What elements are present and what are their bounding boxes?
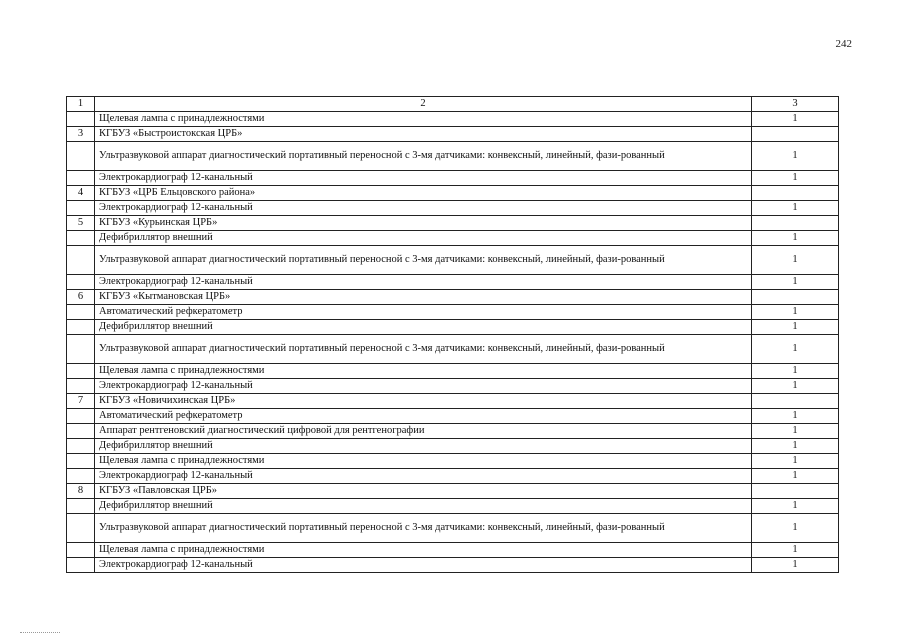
row-description: Электрокардиограф 12-канальный xyxy=(95,171,752,186)
equipment-table xyxy=(66,96,839,573)
table-row xyxy=(67,335,839,364)
table-row xyxy=(67,469,839,484)
row-description: Ультразвуковой аппарат диагностический портативный переносной с 3-мя датчиками: конвексный, линейный, фази-рованный xyxy=(95,142,752,171)
row-number xyxy=(67,379,95,394)
row-number xyxy=(67,275,95,290)
row-quantity: 1 xyxy=(752,171,839,186)
row-description: Ультразвуковой аппарат диагностический портативный переносной с 3-мя датчиками: конвексный, линейный, фази-рованный xyxy=(95,335,752,364)
table-row xyxy=(67,514,839,543)
row-number xyxy=(67,201,95,216)
row-number xyxy=(67,499,95,514)
table-row xyxy=(67,409,839,424)
row-number xyxy=(67,142,95,171)
row-description: КГБУЗ «Кытмановская ЦРБ» xyxy=(95,290,752,305)
table-row xyxy=(67,454,839,469)
row-quantity: 1 xyxy=(752,364,839,379)
table-row xyxy=(67,558,839,573)
row-description: Электрокардиограф 12-канальный xyxy=(95,469,752,484)
row-quantity: 1 xyxy=(752,558,839,573)
row-description: Дефибриллятор внешний xyxy=(95,231,752,246)
row-quantity xyxy=(752,216,839,231)
table-row-organization xyxy=(67,290,839,305)
header-col-3: 3 xyxy=(752,97,839,112)
row-number xyxy=(67,558,95,573)
row-description: КГБУЗ «Курьинская ЦРБ» xyxy=(95,216,752,231)
table-header-row xyxy=(67,97,839,112)
table-row-organization xyxy=(67,186,839,201)
row-description: Щелевая лампа с принадлежностями xyxy=(95,364,752,379)
row-description: Автоматический рефкератометр xyxy=(95,409,752,424)
row-number: 8 xyxy=(67,484,95,499)
row-quantity: 1 xyxy=(752,424,839,439)
row-description: Щелевая лампа с принадлежностями xyxy=(95,112,752,127)
header-col-2: 2 xyxy=(95,97,752,112)
row-quantity: 1 xyxy=(752,409,839,424)
row-number: 7 xyxy=(67,394,95,409)
table-row xyxy=(67,305,839,320)
scan-artifact xyxy=(20,632,60,635)
table-row xyxy=(67,499,839,514)
row-number xyxy=(67,424,95,439)
table-row xyxy=(67,231,839,246)
row-quantity: 1 xyxy=(752,201,839,216)
row-number xyxy=(67,514,95,543)
header-col-1: 1 xyxy=(67,97,95,112)
table-row xyxy=(67,424,839,439)
row-description: Ультразвуковой аппарат диагностический портативный переносной с 3-мя датчиками: конвексный, линейный, фази-рованный xyxy=(95,514,752,543)
row-quantity xyxy=(752,394,839,409)
row-quantity: 1 xyxy=(752,305,839,320)
row-description: Дефибриллятор внешний xyxy=(95,439,752,454)
row-number xyxy=(67,231,95,246)
table-row xyxy=(67,275,839,290)
row-description: Ультразвуковой аппарат диагностический портативный переносной с 3-мя датчиками: конвексный, линейный, фази-рованный xyxy=(95,246,752,275)
table-row xyxy=(67,379,839,394)
row-quantity: 1 xyxy=(752,275,839,290)
row-number xyxy=(67,409,95,424)
row-description: Электрокардиограф 12-канальный xyxy=(95,379,752,394)
row-description: Электрокардиограф 12-канальный xyxy=(95,558,752,573)
table-body xyxy=(67,97,839,573)
row-quantity: 1 xyxy=(752,499,839,514)
row-quantity: 1 xyxy=(752,320,839,335)
row-quantity: 1 xyxy=(752,335,839,364)
row-number xyxy=(67,112,95,127)
row-description: Щелевая лампа с принадлежностями xyxy=(95,454,752,469)
row-quantity xyxy=(752,484,839,499)
row-description: Электрокардиограф 12-канальный xyxy=(95,201,752,216)
row-description: КГБУЗ «Павловская ЦРБ» xyxy=(95,484,752,499)
table-row xyxy=(67,246,839,275)
row-number: 5 xyxy=(67,216,95,231)
table-row xyxy=(67,112,839,127)
row-quantity: 1 xyxy=(752,231,839,246)
table-row xyxy=(67,201,839,216)
table-row-organization xyxy=(67,127,839,142)
row-quantity: 1 xyxy=(752,543,839,558)
row-number xyxy=(67,469,95,484)
table-row-organization xyxy=(67,484,839,499)
row-number: 6 xyxy=(67,290,95,305)
row-description: Дефибриллятор внешний xyxy=(95,499,752,514)
row-quantity xyxy=(752,127,839,142)
table-row xyxy=(67,439,839,454)
row-quantity: 1 xyxy=(752,112,839,127)
row-number: 4 xyxy=(67,186,95,201)
row-quantity: 1 xyxy=(752,514,839,543)
table-row xyxy=(67,171,839,186)
table-row xyxy=(67,142,839,171)
row-number xyxy=(67,246,95,275)
row-description: Дефибриллятор внешний xyxy=(95,320,752,335)
row-quantity: 1 xyxy=(752,246,839,275)
row-number xyxy=(67,335,95,364)
row-description: Щелевая лампа с принадлежностями xyxy=(95,543,752,558)
row-quantity: 1 xyxy=(752,142,839,171)
table-row xyxy=(67,320,839,335)
row-quantity: 1 xyxy=(752,469,839,484)
row-description: Аппарат рентгеновский диагностический цифровой для рентгенографии xyxy=(95,424,752,439)
row-number xyxy=(67,171,95,186)
row-description: КГБУЗ «ЦРБ Ельцовского района» xyxy=(95,186,752,201)
row-quantity: 1 xyxy=(752,439,839,454)
page-number: 242 xyxy=(835,38,852,50)
row-number xyxy=(67,364,95,379)
row-number xyxy=(67,543,95,558)
row-number xyxy=(67,320,95,335)
table-row xyxy=(67,543,839,558)
table-row xyxy=(67,364,839,379)
row-quantity: 1 xyxy=(752,454,839,469)
table-row-organization xyxy=(67,216,839,231)
row-number xyxy=(67,305,95,320)
row-description: КГБУЗ «Быстроистокская ЦРБ» xyxy=(95,127,752,142)
table-row-organization xyxy=(67,394,839,409)
row-quantity: 1 xyxy=(752,379,839,394)
row-description: КГБУЗ «Новичихинская ЦРБ» xyxy=(95,394,752,409)
row-quantity xyxy=(752,290,839,305)
row-number xyxy=(67,439,95,454)
row-quantity xyxy=(752,186,839,201)
row-number: 3 xyxy=(67,127,95,142)
row-number xyxy=(67,454,95,469)
row-description: Автоматический рефкератометр xyxy=(95,305,752,320)
row-description: Электрокардиограф 12-канальный xyxy=(95,275,752,290)
